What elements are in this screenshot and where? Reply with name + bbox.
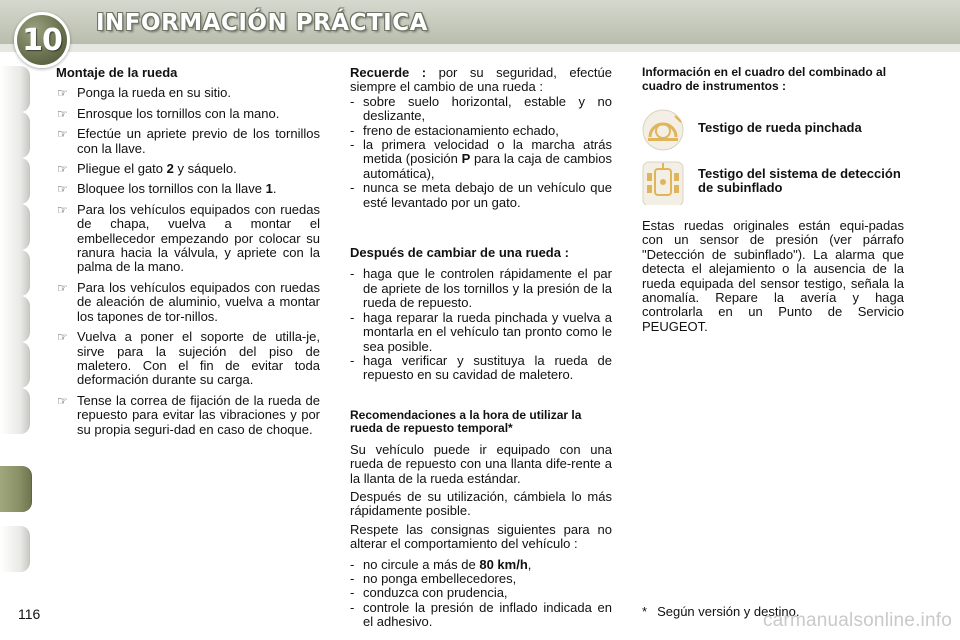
- paragraph: Su vehículo puede ir equipado con una rueda de repuesto con una llanta dife-rente a la llanta de la rueda estándar.: [350, 441, 612, 486]
- chapter-tab[interactable]: [0, 526, 30, 572]
- indicator-label: Testigo del sistema de detección de subinflado: [698, 166, 901, 196]
- chapter-tab[interactable]: [0, 112, 30, 158]
- chapter-tab-active[interactable]: [0, 466, 32, 512]
- pointing-hand-icon: ☞: [57, 127, 68, 142]
- chapter-tab[interactable]: [0, 158, 30, 204]
- recuerde-intro: Recuerde : por su seguridad, efectúe siempre el cambio de una rueda :: [350, 65, 612, 95]
- list-item: ☞ Bloquee los tornillos con la llave 1.: [57, 181, 277, 197]
- list-item: ☞ Ponga la rueda en su sitio.: [57, 85, 231, 101]
- page-number: 116: [18, 606, 41, 622]
- page-title: INFORMACIÓN PRÁCTICA: [96, 10, 428, 36]
- paragraph: Después de su utilización, cámbiela lo más rápidamente posible.: [350, 488, 612, 519]
- pointing-hand-icon: ☞: [57, 106, 68, 121]
- list-item: ☞ Vuelva a poner el soporte de utilla-je, sirve para la sujeción del piso de maletero. Con el fin de evitar toda deformación durante su carga.: [57, 329, 320, 388]
- column-safety: [350, 66, 612, 630]
- watermark: carmanualsonline.info: [762, 610, 952, 631]
- indicator-label: Testigo de rueda pinchada: [698, 120, 862, 135]
- list-item: - haga que le controlen rápidamente el par de apriete de los tornillos y la presión de la rueda de repuesto.: [350, 266, 612, 311]
- chapter-number: 10: [22, 22, 62, 58]
- list-item: - la primera velocidad o la marcha atrás metida (posición P para la caja de cambios automática),: [350, 137, 612, 181]
- column-dashboard-info: [642, 66, 904, 334]
- list-item: ☞ Pliegue el gato 2 y sáquelo.: [57, 161, 237, 177]
- header-strip: [0, 44, 960, 52]
- section-heading: Información en el cuadro del combinado al cuadro de instrumentos :: [642, 65, 887, 93]
- chapter-tab[interactable]: [0, 204, 30, 250]
- list-item: - nunca se meta debajo de un vehículo que esté levantado por un gato.: [350, 180, 612, 210]
- paragraph: Respete las consignas siguientes para no alterar el comportamiento del vehículo :: [350, 521, 612, 552]
- pointing-hand-icon: ☞: [57, 280, 68, 295]
- section-heading: Recomendaciones a la hora de utilizar la rueda de repuesto temporal*: [350, 407, 582, 436]
- list-item: ☞ Enrosque los tornillos con la mano.: [57, 105, 280, 121]
- chapter-badge: [14, 12, 70, 68]
- section-heading: Montaje de la rueda: [56, 65, 178, 80]
- pointing-hand-icon: ☞: [57, 393, 68, 408]
- list-item: ☞ Para los vehículos equipados con ruedas de aleación de aluminio, vuelva a montar los tapones de tor-nillos.: [57, 279, 320, 324]
- pointing-hand-icon: ☞: [57, 202, 68, 217]
- recuerde-label: Recuerde :: [350, 65, 427, 80]
- list-item: - controle la presión de inflado indicada en el adhesivo.: [350, 599, 612, 630]
- pointing-hand-icon: ☞: [57, 330, 68, 345]
- flat-tyre-warning-icon: [642, 109, 684, 151]
- indicator-flat-tyre: [642, 109, 904, 155]
- list-item: - haga verificar y sustituya la rueda de repuesto en su cavidad de maletero.: [350, 352, 612, 383]
- list-item: - conduzca con prudencia,: [350, 585, 508, 601]
- list-item: - no ponga embellecedores,: [350, 570, 517, 586]
- paragraph: Estas ruedas originales están equi-padas con un sensor de presión (ver párrafo "Detección de subinflado"). La alarma que detecta el alejamiento o la ausencia de la rueda equipada del sensor testigo, señala la anomalía. Repare la avería y haga controlarla en un Punto de Servicio PEUGEOT.: [642, 218, 904, 334]
- chapter-tab[interactable]: [0, 250, 30, 296]
- pointing-hand-icon: ☞: [57, 162, 68, 177]
- list-item: ☞ Tense la correa de fijación de la rueda de repuesto para evitar las vibraciones y por su propia seguri-dad en caso de choque.: [57, 392, 320, 437]
- list-item: ☞ Efectúe un apriete previo de los tornillos con la llave.: [57, 126, 320, 156]
- pointing-hand-icon: ☞: [57, 86, 68, 101]
- underinflation-warning-icon: [642, 159, 684, 205]
- recom-list: [350, 558, 612, 630]
- recuerde-list: [350, 95, 612, 210]
- column-mounting: [56, 66, 320, 437]
- despues-list: [350, 267, 612, 382]
- list-item: - sobre suelo horizontal, estable y no deslizante,: [350, 93, 612, 124]
- list-item: - haga reparar la rueda pinchada y vuelva a montarla en el vehículo tan pronto como le sea posible.: [350, 309, 612, 354]
- chapter-tab[interactable]: [0, 296, 30, 342]
- list-item: - no circule a más de 80 km/h,: [350, 556, 532, 572]
- footnote: * Según versión y destino.: [642, 604, 800, 619]
- chapter-tab[interactable]: [0, 342, 30, 388]
- section-heading: Después de cambiar de una rueda :: [350, 245, 569, 261]
- chapter-tab[interactable]: [0, 388, 30, 434]
- indicator-underinflation: [642, 159, 904, 209]
- list-item: ☞ Para los vehículos equipados con ruedas de chapa, vuelva a montar el embellecedor empezando por colocar su ranura hacia la válvula, y apriete con la palma de la mano.: [57, 201, 320, 275]
- pointing-hand-icon: ☞: [57, 182, 68, 197]
- mounting-steps: [56, 86, 320, 437]
- list-item: - freno de estacionamiento echado,: [350, 122, 559, 138]
- chapter-tabs: [0, 66, 34, 576]
- chapter-tab[interactable]: [0, 66, 30, 112]
